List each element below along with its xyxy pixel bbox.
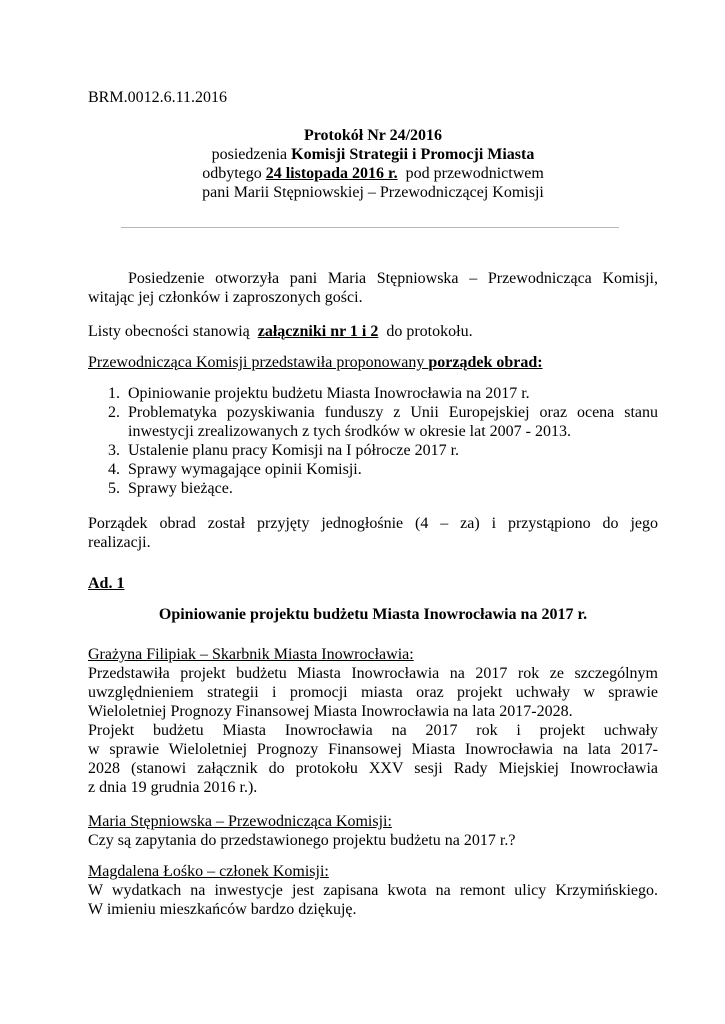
date-line: odbytego 24 listopada 2016 r. pod przewodnictwem <box>202 165 544 182</box>
speaker-name: Magdalena Łośko – członek Komisji: <box>88 863 329 880</box>
agenda-intro: Przewodnicząca Komisji przedstawiła proponowany porządek obrad: <box>88 354 543 371</box>
document-header <box>88 126 658 202</box>
agenda-item: 4. Sprawy wymagające opinii Komisji. <box>108 461 362 478</box>
meeting-date: 24 listopada 2016 r. <box>265 165 398 182</box>
speaker-statement-1: Grażyna Filipiak – Skarbnik Miasta Inowrocławia: Przedstawiła projekt budżetu Miasta Inowrocławia na 2017 rok ze szczególnym uwzględnieniem strategii i promocji miasta oraz projekt uchwały w sprawie Wieloletniej Prognozy Finansowej Miasta Inowrocławia na lata 2017-2028. Projekt budżetu Miasta Inowrocławia na 2017 rok i projekt uchwały w sprawie Wieloletniej Prognozy Finansowej Miasta Inowrocławia na lata 2017- 2028 (stanowi załącznik do protokołu XXV sesji Rady Miejskiej Inowrocławia z dnia 19 grudnia 2016 r.). <box>88 646 658 796</box>
agenda-item: 3. Ustalenie planu pracy Komisji na I półrocze 2017 r. <box>108 442 460 459</box>
header-divider <box>121 227 619 228</box>
speaker-statement-3: Magdalena Łośko – członek Komisji: W wydatkach na inwestycje jest zapisana kwota na remont ulicy Krzymińskiego. W imieniu mieszkańców bardzo dziękuję. <box>88 863 658 918</box>
agenda-item: 2. Problematyka pozyskiwania funduszy z Unii Europejskiej oraz ocena stanu inwestycji zrealizowanych z tych środków w okresie lat 2007 - 2013. <box>108 404 658 440</box>
speaker-name: Grażyna Filipiak – Skarbnik Miasta Inowrocławia: <box>88 646 414 663</box>
speaker-name: Maria Stępniowska – Przewodnicząca Komisji: <box>88 813 392 830</box>
attachments-reference: załączniki nr 1 i 2 <box>257 323 379 340</box>
opening-paragraph: Posiedzenie otworzyła pani Maria Stępniowska – Przewodnicząca Komisji, witając jej członków i zaproszonych gości. <box>88 270 658 306</box>
section-heading: Opiniowanie projektu budżetu Miasta Inowrocławia na 2017 r. <box>158 606 588 623</box>
meeting-line: posiedzenia Komisji Strategii i Promocji Miasta <box>211 146 535 163</box>
speaker-statement-2: Maria Stępniowska – Przewodnicząca Komisji: Czy są zapytania do przedstawionego projektu budżetu na 2017 r.? <box>88 812 658 850</box>
attendance-paragraph: Listy obecności stanowią załączniki nr 1 i 2 do protokołu. <box>88 323 473 340</box>
document-reference: BRM.0012.6.11.2016 <box>88 89 227 106</box>
agenda-list <box>88 384 658 498</box>
section-label: Ad. 1 <box>88 575 125 592</box>
committee-name: Komisji Strategii i Promocji Miasta <box>291 146 535 163</box>
agenda-item: 1. Opiniowanie projektu budżetu Miasta Inowrocławia na 2017 r. <box>108 385 530 402</box>
agenda-item: 5. Sprawy bieżące. <box>108 480 233 497</box>
chair-line: pani Marii Stępniowskiej – Przewodniczącej Komisji <box>202 184 544 201</box>
adoption-paragraph: Porządek obrad został przyjęty jednogłośnie (4 – za) i przystąpiono do jego realizacji. <box>88 515 658 551</box>
document-title: Protokół Nr 24/2016 <box>303 127 443 144</box>
